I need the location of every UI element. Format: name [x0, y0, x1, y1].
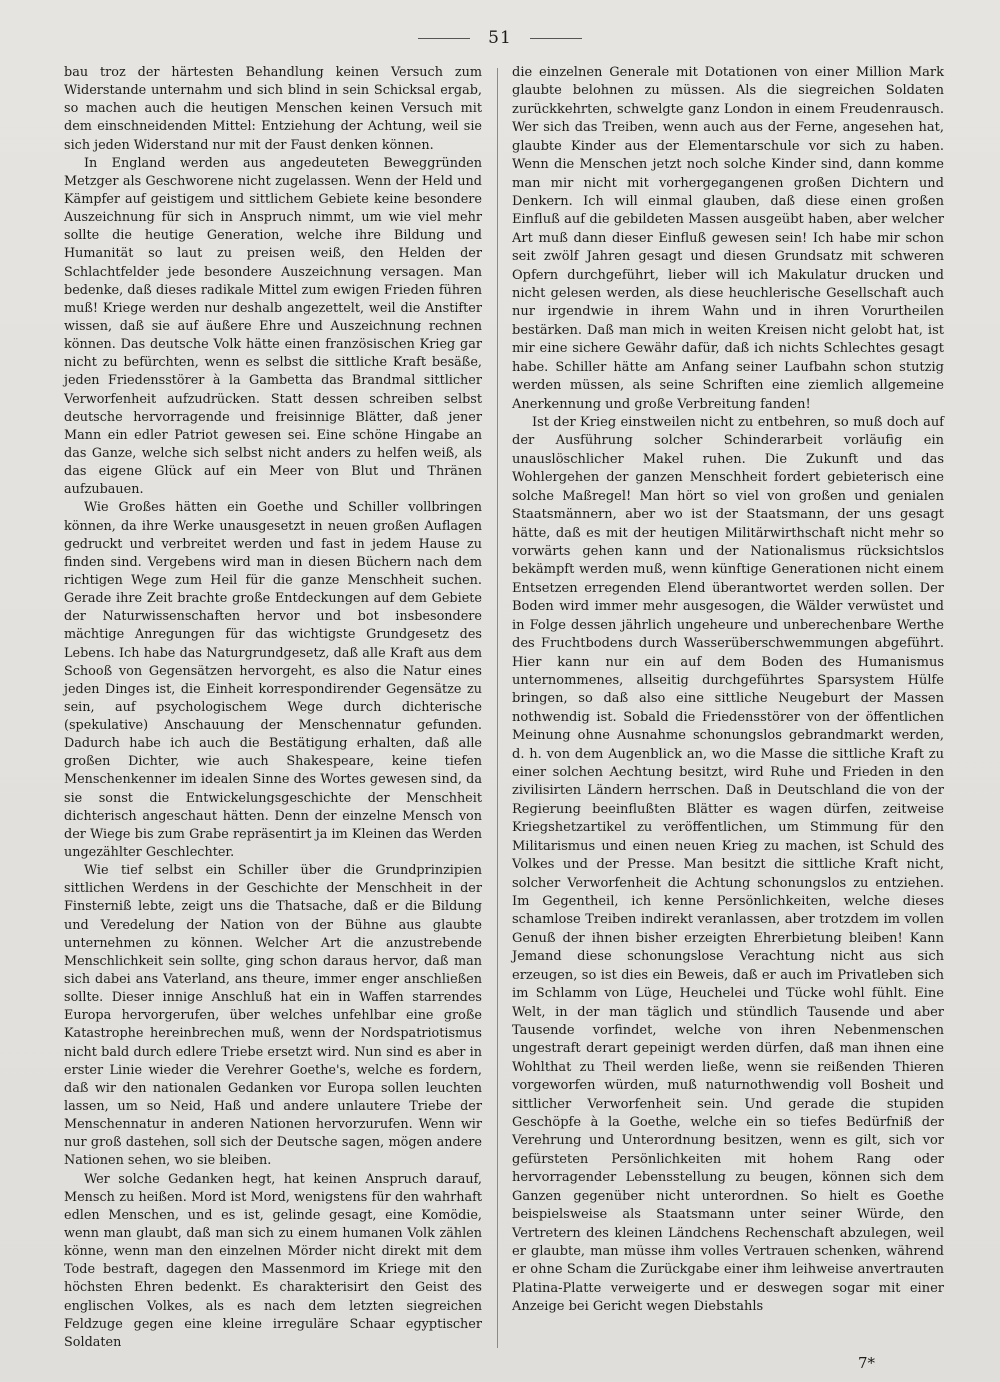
header-rule-right	[530, 38, 582, 39]
paragraph: Wie Großes hätten ein Goethe und Schiller vollbringen können, da ihre Werke unausgesetzt in neuen großen Auflagen gedruckt und verbreitet werden und fast in jedem Hause zu finden sind. Vergebens wird man in diesen Büchern nach dem richtigen Wege zum Heil für die ganze Menschheit suchen. Gerade ihre Zeit brachte große Entdeckungen auf dem Gebiete der Naturwissenschaften hervor und bot insbesondere mächtige Anregungen für das wichtigste Grundgesetz des Lebens. Ich habe das Naturgrundgesetz, daß alle Kraft aus dem Schooß von Gegensätzen hervorgeht, es also die Natur eines jeden Dinges ist, die Einheit korrespondirender Gegensätze zu sein, auf psychologischem Wege durch dichterische (spekulative) Anschauung der Menschennatur gefunden. Dadurch habe ich auch die Bestätigung erhalten, daß alle großen Dichter, wie auch Shakespeare, keine tiefen Menschenkenner im idealen Sinne des Wortes gewesen sind, da sie sonst die Entwickelungsgeschichte der Menschheit dichterisch angeschaut hätten. Denn der einzelne Mensch von der Wiege bis zum Grabe repräsentirt ja im Kleinen das Werden ungezählter Geschlechter.	[64, 500, 482, 861]
header-rule-left	[418, 38, 470, 39]
page-header	[0, 28, 1000, 48]
paragraph: In England werden aus angedeuteten Beweggründen Metzger als Geschworene nicht zugelassen. Wenn der Held und Kämpfer auf geistigem und sittlichem Gebiete keine besondere Auszeichnung für sich in Anspruch nimmt, um wie viel mehr sollte die heutige Generation, welche ihre Bildung und Humanität so laut zu preisen weiß, den Helden der Schlachtfelder jede besondere Auszeichnung versagen. Man bedenke, daß dieses radikale Mittel zum ewigen Frieden führen muß! Kriege werden nur deshalb angezettelt, weil die Anstifter wissen, daß sie auf äußere Ehre und Auszeichnung rechnen können. Das deutsche Volk hätte einen französischen Krieg gar nicht zu befürchten, wenn es selbst die sittliche Kraft besäße, jeden Friedensstörer à la Gambetta das Brandmal sittlicher Verworfenheit aufzudrücken. Statt dessen schreiben selbst deutsche hervorragende und freisinnige Blätter, daß jener Mann ein edler Patriot gewesen sei. Eine schöne Hingabe an das Ganze, welche sich selbst nicht anders zu helfen weiß, als das eigene Glück auf ein Meer von Blut und Thränen aufzubauen.	[64, 155, 482, 498]
paragraph: bau troz der härtesten Behandlung keinen Versuch zum Widerstande unternahm und sich blind in sein Schicksal ergab, so machen auch die heutigen Menschen keinen Versuch mit dem einschneidenden Mittel: Entziehung der Achtung, weil sie sich jeden Widerstand nur mit der Faust denken können.	[64, 65, 482, 153]
left-text-column	[64, 64, 482, 1354]
signature-mark: 7*	[858, 1354, 876, 1372]
paragraph: Wie tief selbst ein Schiller über die Grundprinzipien sittlichen Werdens in der Geschichte der Menschheit in der Finsterniß lebte, zeigt uns die Thatsache, daß er die Bildung und Veredelung der Nation von der Bühne aus glaubte unternehmen zu können. Welcher Art die anzustrebende Menschlichkeit sein sollte, ging schon daraus hervor, daß man sich dabei ans Vaterland, ans theure, immer enger anschließen sollte. Dieser innige Anschluß hat ein in Waffen starrendes Europa hervorgerufen, über welches unfehlbar eine große Katastrophe hereinbrechen muß, wenn der Nordspatriotismus nicht bald durch edlere Triebe ersetzt wird. Nun sind es aber in erster Linie wieder die Verehrer Goethe's, welche es fordern, daß wir den nationalen Gedanken vor Europa sollen leuchten lassen, um so Neid, Haß und andere unlautere Triebe der Menschennatur in anderen Nationen hervorzurufen. Wenn wir nur groß dastehen, soll sich der Deutsche sagen, mögen andere Nationen sehen, wo sie bleiben.	[64, 863, 482, 1169]
page-number: 51	[488, 28, 512, 48]
paragraph: die einzelnen Generale mit Dotationen von einer Million Mark glaubte belohnen zu müssen. Als die siegreichen Soldaten zurückkehrten, schwelgte ganz London in einem Freudenrausch. Wer sich das Treiben, wenn auch aus der Ferne, angesehen hat, glaubte Kinder aus der Elementarschule vor sich zu haben. Wenn die Menschen jetzt noch solche Kinder sind, dann komme man mir nicht mit vorhergegangenen großen Dichtern und Denkern. Ich will einmal glauben, daß diese einen großen Einfluß auf die gebildeten Massen ausgeübt haben, aber welcher Art muß dann dieser Einfluß gewesen sein! Ich habe mir schon seit zwölf Jahren gesagt und diesen Grundsatz mit schweren Opfern durchgeführt, lieber will ich Makulatur drucken und nicht gelesen werden, als diese heuchlerische Gesellschaft auch nur irgendwie in ihrem Wahn und in ihren Vorurtheilen bestärken. Daß man mich in weiten Kreisen nicht gelobt hat, ist mir eine sichere Gewähr dafür, daß ich nichts Schlechtes gesagt habe. Schiller hätte am Anfang seiner Laufbahn schon stutzig werden müssen, als seine Schriften eine ziemlich allgemeine Anerkennung und große Verbreitung fanden!	[512, 65, 944, 412]
paragraph: Wer solche Gedanken hegt, hat keinen Anspruch darauf, Mensch zu heißen. Mord ist Mord, wenigstens für den wahrhaft edlen Menschen, und es ist, gelinde gesagt, eine Komödie, wenn man glaubt, daß man sich zu einem humanen Volk zählen könne, wenn man den einzelnen Mörder nicht direkt mit dem Tode bestraft, dagegen den Massenmord im Kriege mit den höchsten Ehren bedenkt. Es charakterisirt den Geist des englischen Volkes, als es nach dem letzten siegreichen Feldzuge gegen eine kleine irreguläre Schaar egyptischer Soldaten	[64, 1171, 482, 1350]
right-text-column	[512, 64, 944, 1354]
column-divider	[497, 68, 498, 1348]
paragraph: Ist der Krieg einstweilen nicht zu entbehren, so muß doch auf der Ausführung solcher Schinderarbeit vorläufig ein unauslöschlicher Makel ruhen. Die Zukunft und das Wohlergehen der ganzen Menschheit fordert gebieterisch eine solche Maßregel! Man hört so viel von großen und genialen Staatsmännern, aber wo ist der Staatsmann, der uns gesagt hätte, daß es mit der heutigen Militärwirthschaft nicht mehr so vorwärts gehen kann und der Nationalismus rücksichtslos bekämpft werden muß, wenn künftige Generationen nicht einem Entsetzen erregenden Elend überantwortet werden sollen. Der Boden wird immer mehr ausgesogen, die Wälder verwüstet und in Folge dessen jährlich ungeheure und unberechenbare Werthe des Fruchtbodens durch Wasserüberschwemmungen abgeführt. Hier kann nur ein auf dem Boden des Humanismus unternommenes, allseitig durchgeführtes Sparsystem Hülfe bringen, so daß also eine sittliche Neugeburt der Massen nothwendig ist. Sobald die Friedensstörer von der öffentlichen Meinung ohne Ausnahme schonungslos gebrandmarkt werden, d. h. von dem Augenblick an, wo die Masse die sittliche Kraft zu einer solchen Aechtung besitzt, wird Ruhe und Frieden in den zivilisirten Ländern herrschen. Daß in Deutschland die von der Regierung beeinflußten Blätter es wagen dürfen, zeitweise Kriegshetzartikel zu veröffentlichen, um Stimmung für den Militarismus und einen neuen Krieg zu machen, ist Schuld des Volkes und der Presse. Man besitzt die sittliche Kraft nicht, solcher Verworfenheit die Achtung schonungslos zu entziehen. Im Gegentheil, ich kenne Persönlichkeiten, welche dieses schamlose Treiben indirekt veranlassen, aber trotzdem im vollen Genuß der ihnen bisher erzeigten Ehrerbietung bleiben! Kann Jemand diese schonungslose Verachtung nicht aus sich erzeugen, so ist dies ein Beweis, daß er auch im Privatleben sich im Schlamm von Lüge, Heuchelei und Tücke wohl fühlt. Eine Welt, in der man täglich und stündlich Tausende und aber Tausende vorfindet, welche von ihren Nebenmenschen ungestraft derart gepeinigt werden dürfen, daß man ihnen eine Wohlthat zu Theil werden ließe, wenn sie reißenden Thieren vorgeworfen würden, muß naturnothwendig voll Bosheit und sittlicher Verworfenheit sein. Und gerade die stupiden Geschöpfe à la Goethe, welche ein so tiefes Bedürfniß der Verehrung und Unterordnung besitzen, wenn es gilt, sich vor gefürsteten Persönlichkeiten mit hohem Rang oder hervorragender Lebensstellung zu beugen, können sich dem Ganzen gegenüber nicht unterordnen. So hielt es Goethe beispielsweise als Staatsmann unter seiner Würde, den Vertretern des kleinen Ländchens Rechenschaft abzulegen, weil er glaubte, man müsse ihm volles Vertrauen schenken, während er ohne Scham die Zurückgabe einer ihm leihweise anvertrauten Platina-Platte verweigerte und er deswegen sogar mit einer Anzeige bei Gericht wegen Diebstahls	[512, 415, 944, 1315]
